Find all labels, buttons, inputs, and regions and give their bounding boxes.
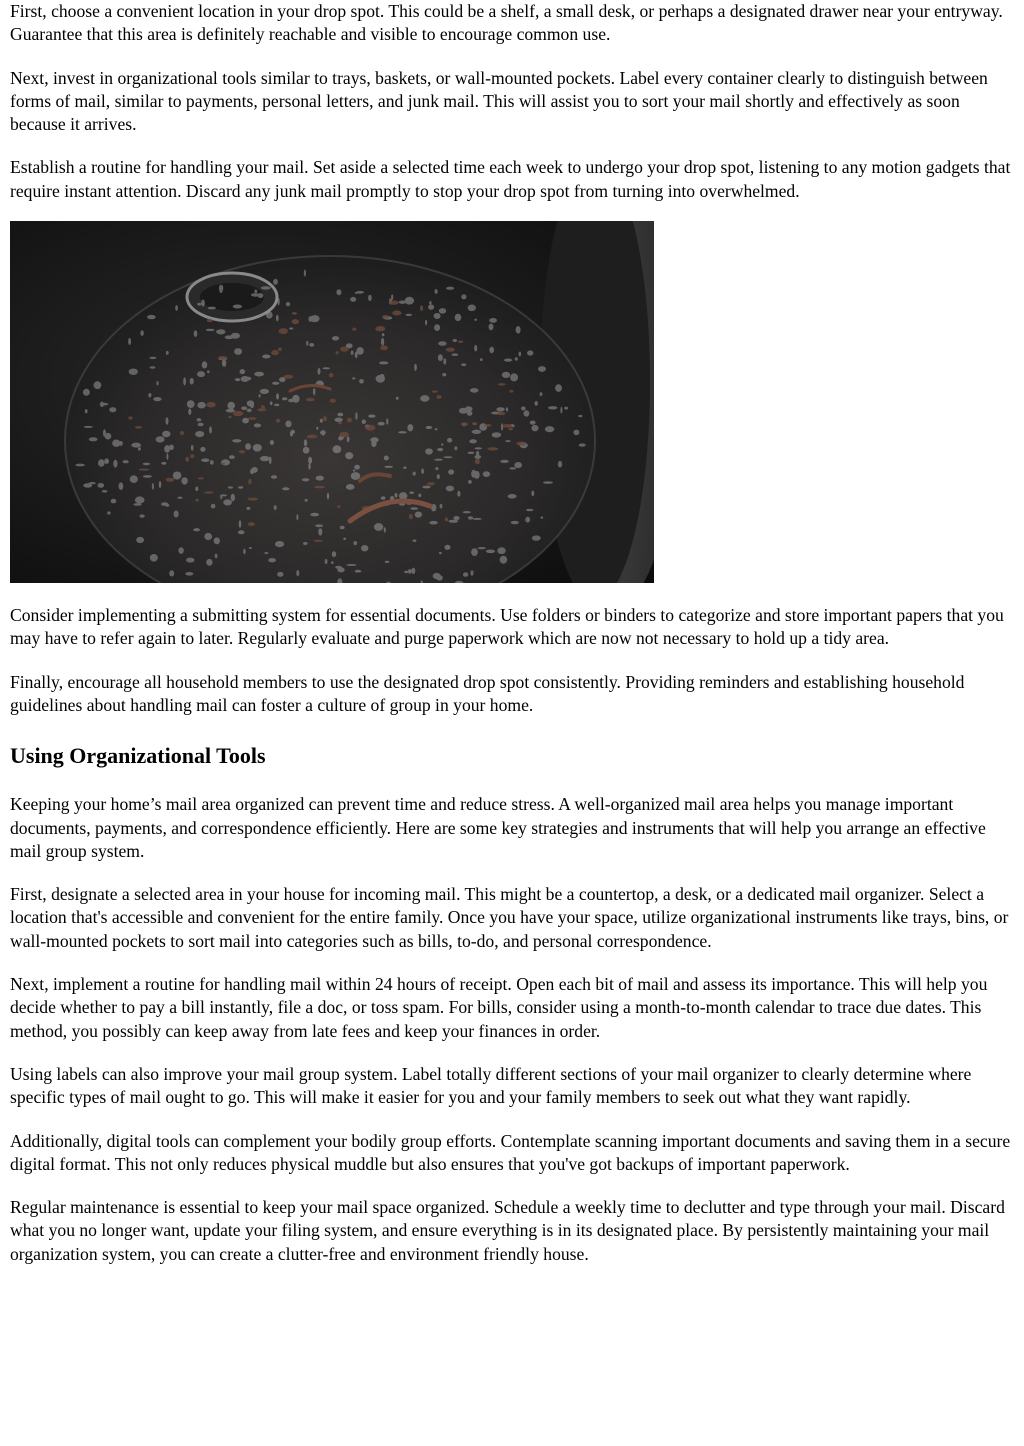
paragraph: Keeping your home’s mail area organized can prevent time and reduce stress. A well-organized mail area helps you manage important documents, payments, and correspondence efficiently. Here are some key strategies and instruments that will help you arrange an effective mail group system. (10, 794, 986, 861)
paragraph: Establish a routine for handling your mail. Set aside a selected time each week to undergo your drop spot, listening to any motion gadgets that require instant attention. Discard any junk mail promptly to stop your drop spot from turning into overwhelmed. (10, 157, 1011, 201)
paragraph: First, designate a selected area in your house for incoming mail. This might be a countertop, a desk, or a dedicated mail organizer. Select a location that's accessible and convenient for the entire family. Once you have your space, utilize organizational instruments like trays, bins, or wall-mounted pockets to sort mail into categories such as bills, to-do, and personal correspondence. (10, 884, 1009, 951)
paragraph: Finally, encourage all household members to use the designated drop spot consistently. Providing reminders and establishing household guidelines about handling mail can foster a culture of group in your home. (10, 671, 965, 715)
paragraph: Next, invest in organizational tools similar to trays, baskets, or wall-mounted pockets. Label every container clearly to distinguish between forms of mail, similar to payments, personal letters, and junk mail. This will assist you to sort your mail shortly and effectively as soon because it arrives. (10, 67, 988, 135)
paragraph: Additionally, digital tools can complement your bodily group efforts. Contemplate scanning important documents and saving them in a secure digital format. This not only reduces physical muddle but also ensures that you've got backups of important paperwork. (10, 1130, 1011, 1174)
paragraph: Consider implementing a submitting system for essential documents. Use folders or binders to categorize and store important papers that you may have to refer again to later. Regularly evaluate and purge paperwork which are now not necessary to hold up a tidy area. (10, 605, 1004, 649)
paragraph: Next, implement a routine for handling mail within 24 hours of receipt. Open each bit of mail and assess its importance. This will help you decide whether to pay a bill instantly, file a doc, or toss spam. For bills, consider using a month-to-month calendar to trace due dates. This method, you possibly can keep away from late fees and keep your finances in order. (10, 974, 988, 1041)
paragraph: Regular maintenance is essential to keep your mail space organized. Schedule a weekly time to declutter and type through your mail. Discard what you no longer want, update your filing system, and ensure everything is in its designated place. By persistently maintaining your mail organization system, you can create a clutter-free and environment friendly house. (10, 1197, 1005, 1264)
paragraph: First, choose a convenient location in your drop spot. This could be a shelf, a small desk, or perhaps a designated drawer near your entryway. Guarantee that this area is definitely reachable and visible to encourage common use. (10, 1, 1003, 45)
article-photo (10, 221, 654, 583)
paragraph: Using labels can also improve your mail group system. Label totally different sections of your mail organizer to clearly determine where specific types of mail ought to go. This will make it easier for you and your family members to seek out what they want rapidly. (10, 1063, 972, 1108)
section-heading: Using Organizational Tools (10, 743, 266, 769)
